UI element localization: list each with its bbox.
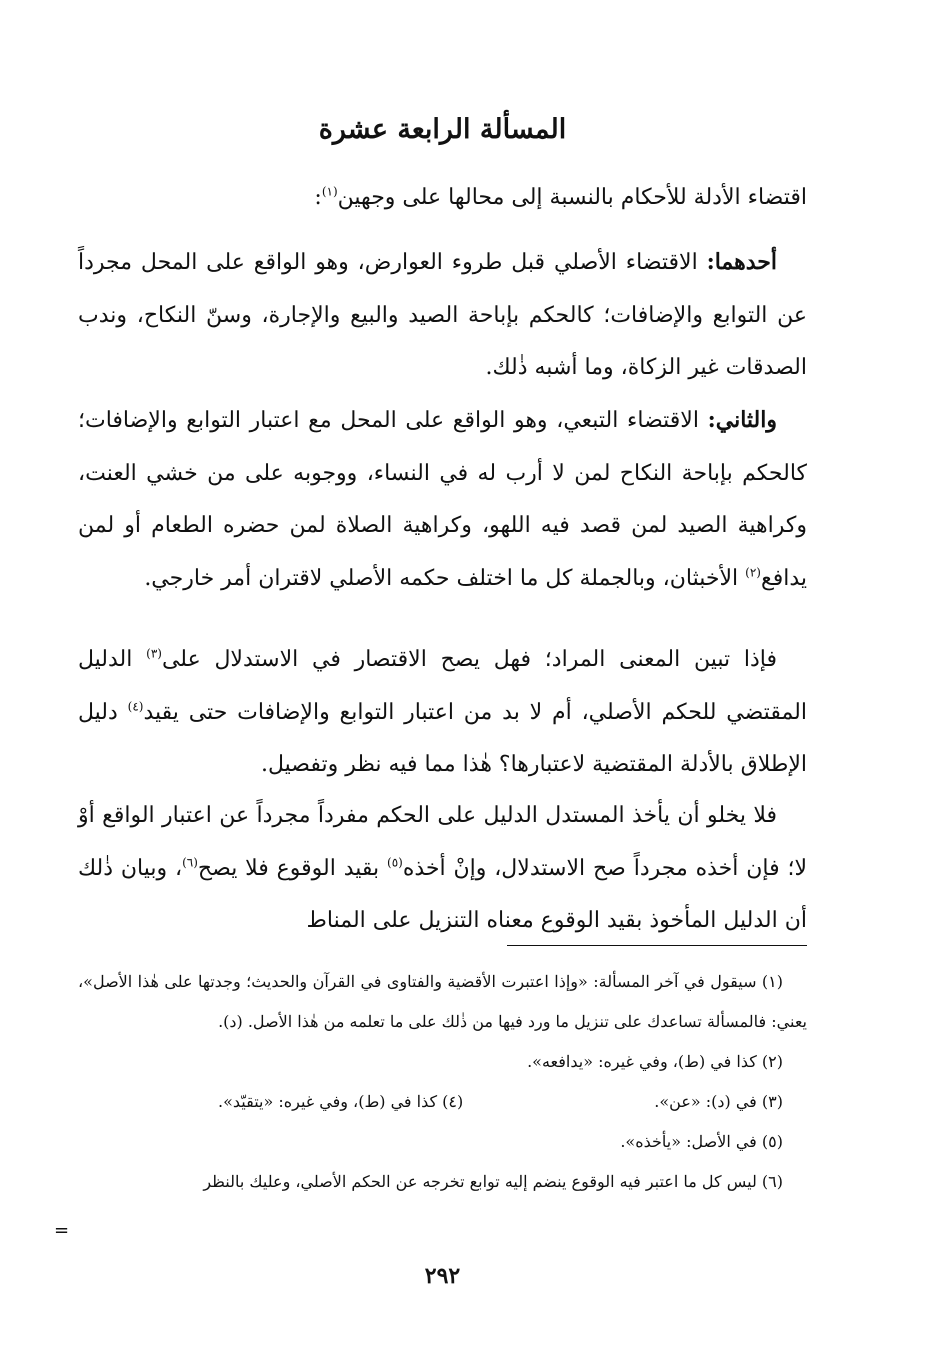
paragraph-first-aspect bbox=[78, 236, 807, 395]
paragraph-text: ، وبيان ذٰلك أن الدليل المأخوذ بقيد الوقوع معناه التنزيل على المناط bbox=[78, 855, 807, 933]
footnote-row-3-4 bbox=[78, 1082, 807, 1122]
book-page bbox=[54, 0, 807, 1355]
paragraph-text: الدليل المقتضي للحكم الأصلي، أم لا بد من اعتبار التوابع والإضافات حتى يقيد bbox=[78, 647, 807, 725]
paragraph-text: الاقتضاء الأصلي قبل طروء العوارض، وهو الواقع على المحل مجرداً عن التوابع والإضافات؛ كالحكم بإباحة الصيد والبيع والإجارة، وسنّ النكاح، وندب الصدقات غير الزكاة، وما أشبه ذٰلك. bbox=[78, 250, 807, 380]
page-number: ٢٩٢ bbox=[424, 1263, 461, 1289]
continuation-mark: = bbox=[54, 1220, 70, 1241]
paragraph-text: فلا يخلو أن يأخذ المستدل الدليل على الحكم مفرداً مجرداً عن اعتبار الواقع أوْ لا؛ فإن أخذه مجرداً صح الاستدلال، وإنْ أخذه bbox=[78, 803, 807, 881]
paragraph-text: الأخبثان، وبالجملة كل ما اختلف حكمه الأصلي لاقتران أمر خارجي. bbox=[144, 565, 746, 591]
intro-colon: : bbox=[314, 185, 322, 210]
paragraph-lead-second: والثاني: bbox=[707, 407, 777, 433]
footnote-ref-5[interactable]: (٥) bbox=[387, 855, 403, 870]
paragraph-text: بقيد الوقوع فلا يصح bbox=[197, 855, 387, 881]
footnote-6: (٦) ليس كل ما اعتبر فيه الوقوع ينضم إليه توابع تخرجه عن الحكم الأصلي، وعليك بالنظر bbox=[203, 1172, 783, 1191]
footnote-1: (١) سيقول في آخر المسألة: «وإذا اعتبرت الأقضية والفتاوى في القرآن والحديث؛ وجدتها على هٰذا الأصل»، يعني: فالمسألة تساعدك على تنزيل ما ورد فيها من ذٰلك على ما تعلمه من هٰذا الأصل. (د). bbox=[78, 972, 807, 1031]
footnote-ref-4[interactable]: (٤) bbox=[127, 699, 144, 714]
footnote-separator bbox=[507, 945, 807, 946]
footnote-4: (٤) كذا في (ط)، وفي غيره: «يتقيّد». bbox=[218, 1092, 464, 1111]
footnote-ref-1[interactable]: (١) bbox=[321, 184, 338, 199]
paragraph-second-aspect bbox=[78, 394, 807, 605]
paragraph-lead-first: أحدهما: bbox=[706, 249, 777, 275]
paragraph-text: الاقتضاء التبعي، وهو الواقع على المحل مع اعتبار التوابع والإضافات؛ كالحكم بإباحة النكاح لمن لا أرب له في النساء، ووجوبه على من خشي العنت، وكراهية الصيد لمن قصد فيه اللهو، وكراهية الصلاة لمن حضره الطعام أو لمن يدافع bbox=[78, 408, 807, 591]
paragraph-answer bbox=[78, 790, 807, 948]
footnote-5: (٥) في الأصل: «يأخذه». bbox=[620, 1132, 783, 1151]
intro-line bbox=[78, 178, 807, 218]
footnote-ref-2[interactable]: (٢) bbox=[745, 565, 761, 580]
footnote-ref-6[interactable]: (٦) bbox=[182, 855, 198, 870]
footnote-2: (٢) كذا في (ط)، وفي غيره: «يدافعه». bbox=[527, 1052, 783, 1071]
footnote-3: (٣) في (د): «عن». bbox=[654, 1092, 783, 1111]
paragraph-question bbox=[78, 634, 807, 792]
intro-text: اقتضاء الأدلة للأحكام بالنسبة إلى محالها على وجهين bbox=[337, 185, 807, 210]
footnote-ref-3[interactable]: (٣) bbox=[146, 646, 162, 661]
section-title: المسألة الرابعة عشرة bbox=[318, 114, 567, 145]
paragraph-text: دليل الإطلاق بالأدلة المقتضية لاعتبارها؟ هٰذا مما فيه نظر وتفصيل. bbox=[78, 699, 807, 777]
footnotes-section bbox=[78, 962, 807, 1202]
paragraph-text: فإذا تبين المعنى المراد؛ فهل يصح الاقتصار في الاستدلال على bbox=[161, 647, 778, 672]
